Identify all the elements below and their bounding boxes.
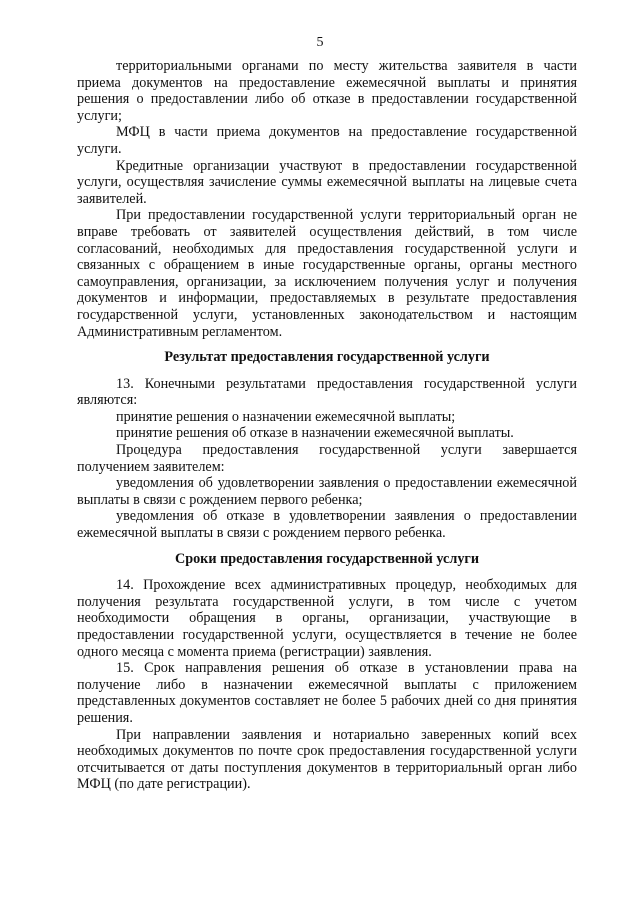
document-body bbox=[77, 58, 577, 793]
page-number: 5 bbox=[316, 35, 324, 50]
paragraph-procedure-completion: Процедура предоставления государственной услуги завершается получением заявителем: bbox=[77, 442, 577, 475]
paragraph-item-15: 15. Срок направления решения об отказе в установлении права на получение либо в назначении ежемесячной выплаты с приложением представленных документов составляет не более 5 рабочих дней со дня принятия решения. bbox=[77, 660, 577, 726]
paragraph-item-13: 13. Конечными результатами предоставления государственной услуги являются: bbox=[77, 375, 577, 409]
spacer bbox=[77, 567, 577, 577]
list-item-decision-assign: принятие решения о назначении ежемесячной выплаты; bbox=[116, 408, 456, 425]
section-heading-terms: Сроки предоставления государственной услуги bbox=[174, 550, 480, 567]
paragraph-requirements-prohibition: При предоставлении государственной услуги территориальный орган не вправе требовать от заявителей осуществления действий, в том числе согласований, необходимых для предоставления государственной услуги и связанных с обращением в иные государственные органы, органы местного самоуправления, организации, за исключением получения услуг и получения документов и информации, предоставляемых в результате предоставления государственной услуги, установленных законодательством и настоящим Административным регламентом. bbox=[77, 207, 577, 340]
spacer bbox=[77, 366, 577, 376]
paragraph-territorial-bodies: территориальными органами по месту жительства заявителя в части приема документов на предоставление ежемесячной выплаты и принятия решения о предоставлении либо об отказе в предоставлении государственной услуги; bbox=[77, 58, 577, 124]
paragraph-item-14: 14. Прохождение всех административных процедур, необходимых для получения результата государственной услуги, в том числе с учетом необходимости обращения в органы, организации, участвующие в предоставлении государственной услуги, осуществляется в течение не более одного месяца с момента приема (регистрации) заявления. bbox=[77, 577, 577, 660]
list-item-notice-refusal: уведомления об отказе в удовлетворении заявления о предоставлении ежемесячной выплаты в связи с рождением первого ребенка. bbox=[77, 508, 577, 542]
paragraph-mfc: МФЦ в части приема документов на предоставление государственной услуги. bbox=[77, 124, 577, 157]
list-item-decision-refuse: принятие решения об отказе в назначении ежемесячной выплаты. bbox=[116, 425, 514, 442]
spacer bbox=[77, 340, 577, 349]
paragraph-credit-organizations: Кредитные организации участвуют в предоставлении государственной услуги, осуществляя зачисление суммы ежемесячной выплаты на лицевые счета заявителей. bbox=[77, 157, 577, 207]
list-item-notice-approval: уведомления об удовлетворении заявления о предоставлении ежемесячной выплаты в связи с рождением первого ребенка; bbox=[77, 475, 577, 508]
paragraph-postal-submission: При направлении заявления и нотариально заверенных копий всех необходимых документов по почте срок предоставления государственной услуги отсчитывается от даты поступления документов в территориальный орган либо МФЦ (по дате регистрации). bbox=[77, 726, 577, 793]
section-heading-result: Результат предоставления государственной услуги bbox=[164, 349, 490, 366]
spacer bbox=[77, 542, 577, 551]
